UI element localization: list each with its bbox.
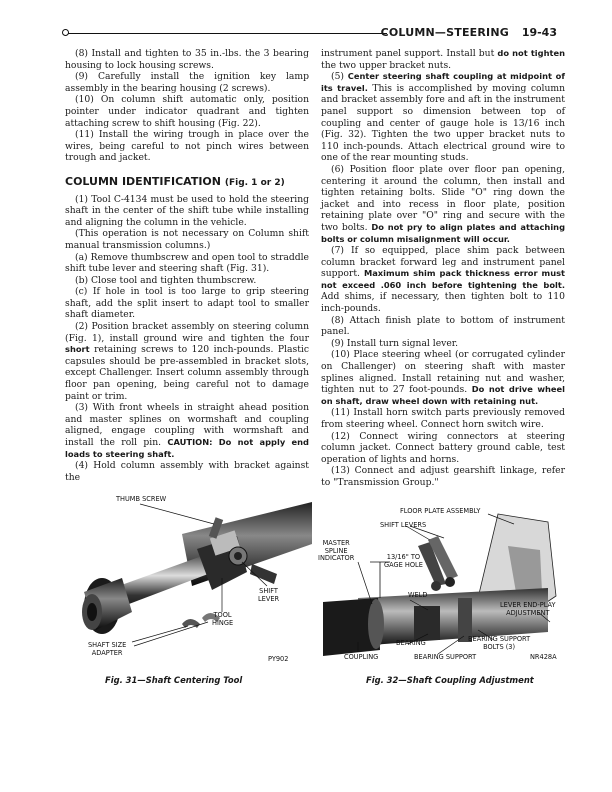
label-tool-hinge: TOOL HINGE xyxy=(212,611,234,627)
step-r12: (12) Connect wiring connectors at steering column jacket. Connect battery ground cable, test operation of lights and horns. xyxy=(321,430,565,465)
step-2 xyxy=(65,321,309,402)
step-r10-text: (10) Place steering wheel (or corrugated cylinder on Challenger) on steering shaft with master splines aligned. Install retaining nut and washer, tighten nut to 27 foot-pounds. xyxy=(321,349,565,396)
step-4-cont-tail: the two upper bracket nuts. xyxy=(321,59,452,71)
label-bearing-support: BEARING SUPPORT xyxy=(414,653,477,661)
label-floor-plate-assembly: FLOOR PLATE ASSEMBLY xyxy=(400,507,481,515)
step-r10-warning: Do not drive wheel on shaft, draw wheel down with retaining nut. xyxy=(321,384,566,406)
step-1-note: (This operation is not necessary on Column shift manual transmission columns.) xyxy=(65,228,309,251)
header-rule xyxy=(68,33,387,34)
step-8: (8) Install and tighten to 35 in.-lbs. the 3 bearing housing to lock housing screws. xyxy=(65,48,309,71)
step-2-emphasis: short xyxy=(65,344,90,355)
step-7-text: (7) If so equipped, place shim pack between column bracket forward leg and instrument panel support. xyxy=(321,245,565,280)
step-4-cont xyxy=(321,48,565,71)
step-4-cont-text: instrument panel support. Install but xyxy=(321,48,495,59)
step-2-text-cont: retaining screws to 120 inch-pounds. Plastic capsules should be pre-assembled in bracket slots, except Challenger. Insert column assembly through floor pan opening, being careful not to damage paint or trim. xyxy=(65,344,309,402)
figure-32-code: NR428A xyxy=(530,653,557,661)
figure-31 xyxy=(62,494,312,670)
step-5-text: This is accomplished by moving column and bracket assembly fore and aft in the instrument panel support so dimension between top of coupling and center of gauge hole is 13/16 inch (Fig. 32). Tighten the two upper bracket nuts to 110 inch-pounds. Attach electrical ground wire to one of the rear mounting studs. xyxy=(321,82,566,164)
step-5-number: (5) xyxy=(331,71,345,83)
label-shift-levers: SHIFT LEVERS xyxy=(380,521,427,529)
step-r11: (11) Install horn switch parts previously removed from steering wheel. Connect horn switch wire. xyxy=(321,407,565,430)
label-coupling: COUPLING xyxy=(344,653,379,661)
page-header xyxy=(62,26,557,40)
section-heading xyxy=(65,176,309,190)
label-shift-lever: SHIFT LEVER xyxy=(258,587,280,603)
step-6 xyxy=(321,164,565,245)
step-4: (4) Hold column assembly with bracket against the xyxy=(65,460,309,483)
label-thumb-screw: THUMB SCREW xyxy=(116,495,167,503)
step-7 xyxy=(321,245,565,315)
step-7-text-cont: Add shims, if necessary, then tighten bolt to 110 inch-pounds. xyxy=(321,291,565,315)
step-5 xyxy=(321,71,565,164)
step-10: (10) On column shift automatic only, position pointer under indicator quadrant and tighten attaching screw to shift housing (Fig. 22). xyxy=(65,94,309,129)
section-heading-text: COLUMN IDENTIFICATION xyxy=(65,174,221,188)
step-3 xyxy=(65,402,309,460)
step-1c: (c) If hole in tool is too large to grip steering shaft, add the split insert to adapt tool to smaller shaft diameter. xyxy=(65,286,309,321)
step-2-text: (2) Position bracket assembly on steering column (Fig. 1), install ground wire and tighten the four xyxy=(65,321,309,344)
step-3-text: (3) With front wheels in straight ahead position and master splines on wormshaft and coupling aligned, engage coupling with wormshaft and install the roll pin. xyxy=(65,402,309,448)
step-6-text: (6) Position floor plate over floor pan opening, centering it around the column, then install and tighten retaining bolts. Slide "O" ring down the jacket and into recess in floor plate, position retaining plate over "O" ring and secure with the two bolts. xyxy=(321,163,565,233)
label-master-spline-indicator: MASTER SPLINE INDICATOR xyxy=(318,539,355,563)
step-1a: (a) Remove thumbscrew and open tool to straddle shift tube lever and steering shaft (Fig. 31). xyxy=(65,251,309,275)
page-number: 19-43 xyxy=(521,26,557,39)
step-r10 xyxy=(321,349,565,407)
step-11: (11) Install the wiring trough in place over the wires, being careful to not pinch wires between trough and jacket. xyxy=(65,129,309,164)
label-bearing-support-bolts: BEARING SUPPORT BOLTS (3) xyxy=(468,635,531,651)
step-r9: (9) Install turn signal lever. xyxy=(331,337,459,349)
label-gage-hole: 13/16" TO GAGE HOLE xyxy=(384,553,423,569)
label-lever-end-play: LEVER END-PLAY ADJUSTMENT xyxy=(500,601,556,617)
section-heading-figref: (Fig. 1 or 2) xyxy=(224,177,285,188)
header-title: COLUMN—STEERING xyxy=(380,26,509,39)
step-r13: (13) Connect and adjust gearshift linkage, refer to "Transmission Group." xyxy=(321,465,565,488)
figure-31-code: PY902 xyxy=(268,655,289,663)
label-shaft-size-adapter: SHAFT SIZE ADAPTER xyxy=(88,641,127,657)
figure-32-caption: Fig. 32—Shaft Coupling Adjustment xyxy=(366,675,534,685)
step-r8: (8) Attach finish plate to bottom of instrument panel. xyxy=(321,314,565,338)
left-column xyxy=(65,48,309,483)
step-6-warning: Do not pry to align plates and attaching bolts or column misalignment will occur. xyxy=(321,221,566,244)
label-weld: WELD xyxy=(408,591,428,599)
step-3-caution: CAUTION: Do not apply end loads to steering shaft. xyxy=(65,437,309,459)
step-7-warning: Maximum shim pack thickness error must not exceed .060 inch before tightening the bolt. xyxy=(321,268,566,290)
figure-31-caption: Fig. 31—Shaft Centering Tool xyxy=(105,675,243,685)
step-1: (1) Tool C-4134 must be used to hold the steering shaft in the center of the shift tube while installing and aligning the column in the vehicle. xyxy=(65,193,309,228)
step-5-emphasis: Center steering shaft coupling at midpoint of its travel. xyxy=(321,71,565,93)
step-4-emphasis: do not tighten xyxy=(497,48,565,58)
step-1b: (b) Close tool and tighten thumbscrew. xyxy=(75,274,257,286)
step-9: (9) Carefully install the ignition key lamp assembly in the bearing housing (2 screws). xyxy=(65,71,309,94)
figure-32 xyxy=(318,506,562,666)
label-bearing: BEARING xyxy=(396,639,426,647)
right-column xyxy=(321,48,565,489)
